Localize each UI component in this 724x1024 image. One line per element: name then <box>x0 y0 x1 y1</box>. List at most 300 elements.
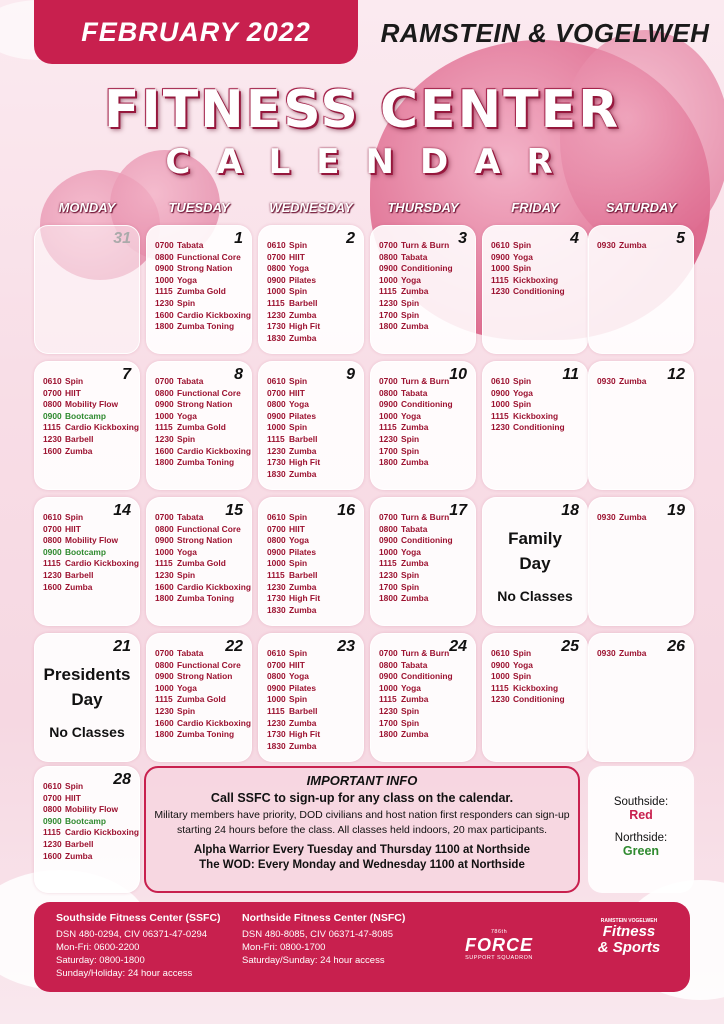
class-entry <box>379 434 453 446</box>
class-name: Turn & Burn <box>401 240 450 250</box>
class-entry <box>267 558 320 570</box>
class-name: Yoga <box>513 659 533 670</box>
day-cell-26 <box>588 633 694 762</box>
class-name: HIIT <box>289 251 305 262</box>
day-number: 14 <box>113 502 131 519</box>
class-entry <box>379 252 453 264</box>
class-time: 1230 <box>155 705 174 716</box>
class-entry <box>267 671 320 683</box>
class-name: Spin <box>177 705 196 716</box>
class-name: Spin <box>401 569 420 580</box>
class-name: Yoga <box>513 251 533 262</box>
class-time: 1230 <box>155 433 174 444</box>
class-name: Zumba <box>619 648 647 658</box>
class-time: 0800 <box>267 399 286 410</box>
class-time: 1000 <box>155 682 174 693</box>
info-heading: IMPORTANT INFO <box>306 773 418 788</box>
class-time: 1115 <box>155 558 173 569</box>
class-entry <box>267 333 320 345</box>
class-entry <box>491 683 565 695</box>
class-name: Spin <box>177 297 196 308</box>
class-entry <box>155 524 251 536</box>
class-time: 0900 <box>267 274 286 285</box>
background-heart-right <box>560 30 724 250</box>
class-entry <box>267 706 320 718</box>
day-number: 28 <box>113 771 131 788</box>
weekday-monday: MONDAY <box>58 200 116 215</box>
class-time: 0700 <box>267 523 286 534</box>
class-time: 1000 <box>267 286 286 297</box>
class-name: Strong Nation <box>177 399 233 410</box>
info-wod: The WOD: Every Monday and Wednesday 1100 at Northside <box>199 859 525 871</box>
class-time: 1700 <box>379 581 398 592</box>
force-support-logo <box>444 926 554 966</box>
class-entry <box>155 263 251 275</box>
class-time: 1000 <box>155 274 174 285</box>
class-entry <box>267 593 320 605</box>
class-entry <box>379 729 453 741</box>
class-name: Yoga <box>401 546 421 557</box>
class-time: 1830 <box>267 740 286 751</box>
day-number: 21 <box>113 638 131 655</box>
class-name: Strong Nation <box>177 263 233 274</box>
class-name: High Fit <box>289 729 321 740</box>
class-time: 1230 <box>491 422 510 433</box>
class-name: Spin <box>65 781 84 791</box>
class-entry <box>379 593 453 605</box>
class-schedule <box>491 376 565 434</box>
class-time: 1115 <box>43 422 61 433</box>
class-entry <box>379 240 453 252</box>
class-entry <box>379 648 453 660</box>
class-time: 1230 <box>267 717 286 728</box>
class-entry <box>43 512 139 524</box>
class-name: Yoga <box>401 410 421 421</box>
day-cell-10 <box>370 361 476 490</box>
nsfc-name: Northside Fitness Center (NSFC) <box>242 912 406 924</box>
day-number: 7 <box>122 366 131 383</box>
class-time: 0900 <box>491 251 510 262</box>
class-entry <box>155 457 251 469</box>
class-time: 0900 <box>43 410 62 421</box>
class-time: 1700 <box>379 309 398 320</box>
class-entry <box>379 660 453 672</box>
class-time: 1230 <box>155 569 174 580</box>
class-name: Conditioning <box>513 286 565 297</box>
class-entry <box>267 524 320 536</box>
class-name: Zumba <box>401 593 429 604</box>
day-cell-18 <box>482 497 588 626</box>
class-name: Spin <box>289 648 308 658</box>
class-name: Zumba <box>289 332 317 343</box>
day-number: 3 <box>458 230 467 247</box>
class-time: 0900 <box>491 659 510 670</box>
class-time: 1000 <box>267 694 286 705</box>
class-time: 1800 <box>379 457 398 468</box>
day-cell-24 <box>370 633 476 762</box>
class-name: Spin <box>289 422 308 433</box>
class-entry <box>379 524 453 536</box>
class-time: 1600 <box>43 445 62 456</box>
class-name: Functional Core <box>177 523 241 534</box>
class-entry <box>379 399 453 411</box>
day-cell-1 <box>146 225 252 354</box>
class-time: 0900 <box>379 263 398 274</box>
class-time: 0610 <box>267 240 286 250</box>
class-entry <box>43 399 139 411</box>
class-name: Mobility Flow <box>65 535 119 546</box>
class-time: 0610 <box>491 376 510 386</box>
class-entry <box>43 851 139 863</box>
class-time: 1115 <box>155 694 173 705</box>
page-title: FITNESS CENTER <box>103 80 621 140</box>
class-entry <box>43 535 139 547</box>
class-entry <box>43 547 139 559</box>
class-name: Spin <box>401 705 420 716</box>
class-entry <box>155 593 251 605</box>
class-name: Tabata <box>177 376 204 386</box>
class-name: Spin <box>513 263 532 274</box>
day-cell-3 <box>370 225 476 354</box>
class-name: Yoga <box>289 399 309 410</box>
class-entry <box>155 411 251 423</box>
class-name: Spin <box>289 376 308 386</box>
class-name: Conditioning <box>401 535 453 546</box>
class-name: Bootcamp <box>65 815 106 826</box>
info-priority-line-b: starting 24 hours before the class. All classes held indoors, 20 max participants. <box>176 824 548 836</box>
class-entry <box>155 683 251 695</box>
class-name: Yoga <box>289 671 309 682</box>
class-name: Spin <box>513 671 532 682</box>
day-number: 9 <box>346 366 355 383</box>
class-schedule <box>597 240 646 252</box>
class-time: 1730 <box>267 321 286 332</box>
class-entry <box>491 252 565 264</box>
class-time: 0900 <box>491 387 510 398</box>
class-time: 1115 <box>155 422 173 433</box>
class-schedule <box>267 240 320 344</box>
class-entry <box>491 694 565 706</box>
class-name: Cardio Kickboxing <box>65 558 139 569</box>
class-time: 0800 <box>155 387 174 398</box>
class-entry <box>379 547 453 559</box>
class-time: 1230 <box>43 838 62 849</box>
force-logo-main: FORCE <box>465 935 533 955</box>
info-priority-line <box>146 808 578 838</box>
class-entry <box>155 434 251 446</box>
class-name: Turn & Burn <box>401 376 450 386</box>
ssfc-hours-saturday: Saturday: 0800-1800 <box>56 955 145 966</box>
class-entry <box>267 729 320 741</box>
class-time: 1115 <box>267 705 285 716</box>
class-name: Spin <box>401 717 420 728</box>
class-time: 1000 <box>379 274 398 285</box>
class-entry <box>267 512 320 524</box>
class-name: Conditioning <box>401 671 453 682</box>
class-time: 0800 <box>267 263 286 274</box>
class-name: Tabata <box>177 648 204 658</box>
class-time: 0700 <box>267 659 286 670</box>
force-logo-unit: 786th <box>490 929 508 935</box>
class-time: 0900 <box>379 671 398 682</box>
class-entry <box>379 694 453 706</box>
class-time: 1600 <box>155 717 174 728</box>
day-cell-9 <box>258 361 364 490</box>
class-name: Barbell <box>289 569 318 580</box>
class-time: 1000 <box>155 410 174 421</box>
class-schedule <box>597 376 646 388</box>
class-entry <box>379 535 453 547</box>
class-entry <box>155 252 251 264</box>
class-entry <box>43 411 139 423</box>
day-cell-15 <box>146 497 252 626</box>
class-name: Strong Nation <box>177 671 233 682</box>
class-name: Spin <box>289 558 308 569</box>
weekday-friday: FRIDAY <box>511 200 559 215</box>
class-name: Zumba Toning <box>177 593 235 604</box>
class-time: 0700 <box>379 512 398 522</box>
class-entry <box>267 286 320 298</box>
class-name: HIIT <box>65 387 81 398</box>
class-name: Zumba Gold <box>177 422 226 433</box>
class-schedule <box>379 648 453 741</box>
class-name: High Fit <box>289 457 321 468</box>
weekday-thursday: THURSDAY <box>387 200 459 215</box>
class-entry <box>155 240 251 252</box>
class-entry <box>155 535 251 547</box>
info-signup-line: Call SSFC to sign-up for any class on the calendar. <box>210 791 514 805</box>
class-time: 1600 <box>155 309 174 320</box>
class-time: 0800 <box>379 523 398 534</box>
class-name: Spin <box>513 376 532 386</box>
day-number: 10 <box>449 366 467 383</box>
day-cell-8 <box>146 361 252 490</box>
class-name: HIIT <box>289 659 305 670</box>
class-entry <box>379 582 453 594</box>
class-name: Spin <box>289 694 308 705</box>
class-time: 1000 <box>491 399 510 410</box>
class-time: 0700 <box>43 387 62 398</box>
class-time: 0800 <box>155 659 174 670</box>
class-name: Zumba Toning <box>177 457 235 468</box>
holiday-name-line: Presidents <box>43 665 131 684</box>
class-entry <box>379 263 453 275</box>
day-number: 4 <box>570 230 579 247</box>
class-time: 1230 <box>267 445 286 456</box>
class-time: 1115 <box>491 410 509 421</box>
legend-north-label: Northside: <box>614 832 668 844</box>
class-entry <box>267 535 320 547</box>
weekday-wednesday: WEDNESDAY <box>269 200 353 215</box>
class-entry <box>155 570 251 582</box>
class-entry <box>155 582 251 594</box>
class-time: 0800 <box>155 251 174 262</box>
class-entry <box>491 411 565 423</box>
class-entry <box>155 275 251 287</box>
class-time: 1830 <box>267 332 286 343</box>
class-entry <box>491 263 565 275</box>
day-number: 23 <box>337 638 355 655</box>
class-name: Spin <box>177 569 196 580</box>
class-entry <box>379 411 453 423</box>
class-name: HIIT <box>289 523 305 534</box>
class-entry <box>155 388 251 400</box>
class-entry <box>155 718 251 730</box>
day-number: 19 <box>667 502 685 519</box>
class-name: High Fit <box>289 593 321 604</box>
class-time: 0900 <box>155 399 174 410</box>
nsfc-hours-weekday: Mon-Fri: 0800-1700 <box>242 942 326 953</box>
class-name: Yoga <box>289 535 309 546</box>
class-name: Zumba <box>619 512 647 522</box>
class-time: 0700 <box>267 251 286 262</box>
class-time: 0610 <box>267 376 286 386</box>
month-banner: FEBRUARY 2022 <box>34 0 358 64</box>
class-name: Zumba Toning <box>177 729 235 740</box>
day-cell-23 <box>258 633 364 762</box>
class-name: Zumba <box>401 729 429 740</box>
class-entry <box>43 524 139 536</box>
class-name: Bootcamp <box>65 546 106 557</box>
day-cell-25 <box>482 633 588 762</box>
class-name: Zumba <box>401 558 429 569</box>
class-time: 1600 <box>43 850 62 861</box>
class-name: Tabata <box>401 659 428 670</box>
class-name: Zumba <box>401 321 429 332</box>
class-time: 1000 <box>379 410 398 421</box>
day-cell-21 <box>34 633 140 762</box>
class-schedule <box>379 240 453 333</box>
class-name: Functional Core <box>177 251 241 262</box>
class-name: Spin <box>177 433 196 444</box>
class-entry <box>43 422 139 434</box>
class-entry <box>155 321 251 333</box>
day-cell-2 <box>258 225 364 354</box>
class-name: HIIT <box>65 792 81 803</box>
class-time: 0930 <box>597 240 616 250</box>
class-time: 1730 <box>267 457 286 468</box>
class-entry <box>155 706 251 718</box>
class-entry <box>155 671 251 683</box>
class-name: Zumba <box>619 376 647 386</box>
class-entry <box>267 446 320 458</box>
class-time: 0800 <box>267 671 286 682</box>
class-time: 0800 <box>155 523 174 534</box>
class-entry <box>267 376 320 388</box>
class-time: 1600 <box>155 581 174 592</box>
footer-nsfc <box>242 912 405 967</box>
class-entry <box>491 648 565 660</box>
class-name: Zumba <box>401 422 429 433</box>
class-name: Pilates <box>289 274 317 285</box>
class-time: 0800 <box>379 251 398 262</box>
class-entry <box>267 321 320 333</box>
ssfc-name: Southside Fitness Center (SSFC) <box>56 912 221 924</box>
class-time: 1000 <box>267 558 286 569</box>
info-priority-line-a: Military members have priority, DOD civilians and host nation first responders can sign-up <box>154 809 570 821</box>
class-time: 1730 <box>267 593 286 604</box>
class-name: Spin <box>513 648 532 658</box>
class-entry <box>43 388 139 400</box>
class-entry <box>267 605 320 617</box>
class-time: 0900 <box>267 410 286 421</box>
class-entry <box>379 683 453 695</box>
class-time: 0700 <box>379 648 398 658</box>
class-entry <box>267 741 320 753</box>
class-entry <box>43 781 139 793</box>
class-entry <box>43 582 139 594</box>
class-time: 1700 <box>379 717 398 728</box>
day-number: 17 <box>449 502 467 519</box>
class-entry <box>597 376 646 388</box>
class-time: 0800 <box>43 535 62 546</box>
class-name: Yoga <box>177 546 197 557</box>
class-time: 0700 <box>379 376 398 386</box>
class-entry <box>155 298 251 310</box>
class-time: 1600 <box>155 445 174 456</box>
class-schedule <box>155 512 251 605</box>
class-name: Tabata <box>401 251 428 262</box>
class-name: Barbell <box>289 297 318 308</box>
class-time: 1115 <box>379 558 397 569</box>
class-time: 1230 <box>379 705 398 716</box>
class-entry <box>379 298 453 310</box>
class-entry <box>43 839 139 851</box>
no-classes-note: No Classes <box>497 588 573 604</box>
class-name: Turn & Burn <box>401 512 450 522</box>
class-entry <box>597 240 646 252</box>
class-schedule <box>267 648 320 752</box>
class-entry <box>267 411 320 423</box>
day-number: 25 <box>561 638 579 655</box>
class-time: 0900 <box>155 263 174 274</box>
class-name: Zumba <box>289 604 317 615</box>
ssfc-hours-sunday: Sunday/Holiday: 24 hour access <box>56 968 193 979</box>
class-entry <box>267 683 320 695</box>
class-name: Spin <box>65 512 84 522</box>
class-time: 1730 <box>267 729 286 740</box>
class-time: 1000 <box>491 671 510 682</box>
day-number: 5 <box>676 230 685 247</box>
class-name: Yoga <box>177 410 197 421</box>
class-schedule <box>43 512 139 593</box>
class-name: Turn & Burn <box>401 648 450 658</box>
class-time: 1230 <box>267 309 286 320</box>
class-name: Zumba <box>401 694 429 705</box>
class-entry <box>379 388 453 400</box>
class-time: 1000 <box>155 546 174 557</box>
no-classes-note: No Classes <box>49 724 125 740</box>
class-entry <box>267 469 320 481</box>
class-time: 0700 <box>267 387 286 398</box>
class-entry <box>379 671 453 683</box>
class-name: Cardio Kickboxing <box>177 309 251 320</box>
day-number: 11 <box>562 366 579 383</box>
class-name: Conditioning <box>513 422 565 433</box>
class-time: 1000 <box>379 546 398 557</box>
day-cell-12 <box>588 361 694 490</box>
class-entry <box>155 660 251 672</box>
class-name: Mobility Flow <box>65 804 119 815</box>
fitness-sports-logo <box>574 918 684 978</box>
force-logo-sub: SUPPORT SQUADRON <box>465 955 533 961</box>
class-entry <box>379 570 453 582</box>
class-entry <box>155 399 251 411</box>
class-entry <box>267 298 320 310</box>
class-time: 0610 <box>267 648 286 658</box>
class-time: 1115 <box>43 827 61 838</box>
class-time: 1115 <box>491 682 509 693</box>
